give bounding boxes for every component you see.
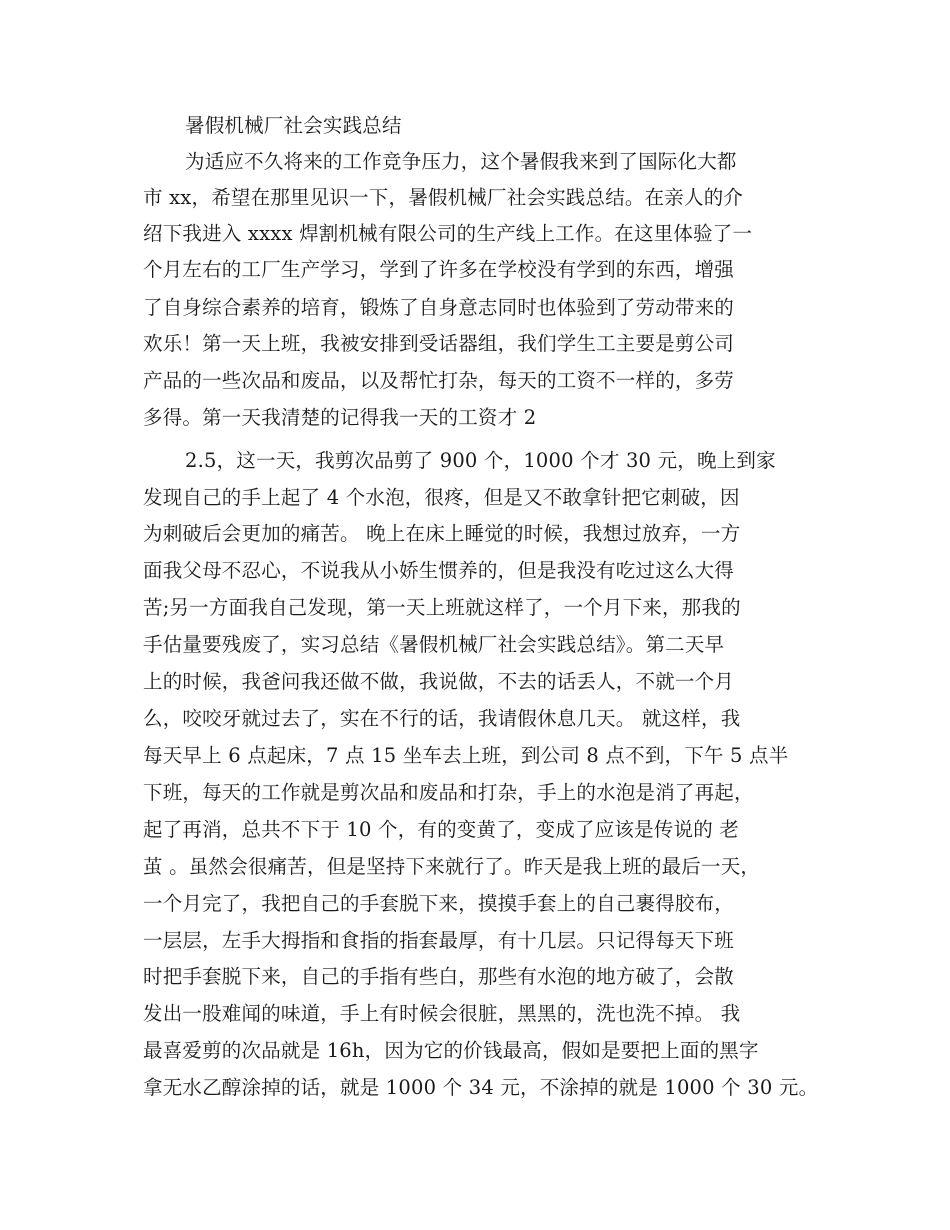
paragraph-line: 发出一股难闻的味道，手上有时候会很脏，黑黑的，洗也洗不掉。 我 (143, 1002, 741, 1025)
paragraph-line: 茧 。虽然会很痛苦，但是坚持下来就行了。昨天是我上班的最后一天， (143, 855, 761, 878)
paragraph-line: 手估量要残废了，实习总结《暑假机械厂社会实践总结》。第二天早 (143, 633, 725, 656)
paragraph-line: 绍下我进入 xxxx 焊割机械有限公司的生产线上工作。在这里体验了一 (143, 222, 753, 245)
paragraph-line: 拿无水乙醇涂掉的话，就是 1000 个 34 元，不涂掉的就是 1000 个 30 元。 (143, 1076, 819, 1099)
paragraph-line: 每天早上 6 点起床，7 点 15 坐车去上班，到公司 8 点不到，下午 5 点半 (143, 744, 789, 767)
paragraph-line: 市 xx，希望在那里见识一下，暑假机械厂社会实践总结。在亲人的介 (143, 186, 744, 209)
paragraph-line: 下班，每天的工作就是剪次品和废品和打杂，手上的水泡是消了再起， (143, 781, 754, 804)
paragraph-line: 2.5，这一天，我剪次品剪了 900 个，1000 个才 30 元，晚上到家 (185, 449, 776, 472)
paragraph-line: 一层层，左手大拇指和食指的指套最厚，有十几层。只记得每天下班 (143, 929, 735, 952)
paragraph-line: 时把手套脱下来，自己的手指有些白，那些有水泡的地方破了，会散 (143, 965, 735, 988)
paragraph-line: 最喜爱剪的次品就是 16h，因为它的价钱最高，假如是要把上面的黑字 (143, 1039, 759, 1062)
paragraph-line: 面我父母不忍心，不说我从小娇生惯养的，但是我没有吃过这么大得 (143, 559, 735, 582)
paragraph-line: 欢乐！第一天上班，我被安排到受话器组，我们学生工主要是剪公司 (143, 332, 735, 355)
paragraph-line: 个月左右的工厂生产学习，学到了许多在学校没有学到的东西，增强 (143, 258, 735, 281)
document-title: 暑假机械厂社会实践总结 (185, 114, 402, 137)
paragraph-line: 么，咬咬牙就过去了，实在不行的话，我请假休息几天。 就这样，我 (143, 707, 741, 730)
paragraph-line: 上的时候，我爸问我还做不做，我说做，不去的话丢人，不就一个月 (143, 670, 735, 693)
paragraph-line: 了自身综合素养的培育，锻炼了自身意志同时也体验到了劳动带来的 (143, 296, 735, 319)
paragraph-line: 一个月完了，我把自己的手套脱下来，摸摸手套上的自己裹得胶布， (143, 892, 735, 915)
paragraph-line: 起了再消，总共不下于 10 个，有的变黄了，变成了应该是传说的 老 (143, 818, 740, 841)
paragraph-line: 为适应不久将来的工作竞争压力，这个暑假我来到了国际化大都 (185, 150, 737, 173)
paragraph-line: 为刺破后会更加的痛苦。 晚上在床上睡觉的时候，我想过放弃，一方 (143, 522, 741, 545)
paragraph-line: 苦;另一方面我自己发现，第一天上班就这样了，一个月下来，那我的 (143, 596, 741, 619)
paragraph-line: 多得。第一天我清楚的记得我一天的工资才 2 (143, 406, 537, 429)
paragraph-line: 发现自己的手上起了 4 个水泡，很疼，但是又不敢拿针把它刺破，因 (143, 486, 740, 509)
paragraph-line: 产品的一些次品和废品，以及帮忙打杂，每天的工资不一样的，多劳 (143, 369, 735, 392)
